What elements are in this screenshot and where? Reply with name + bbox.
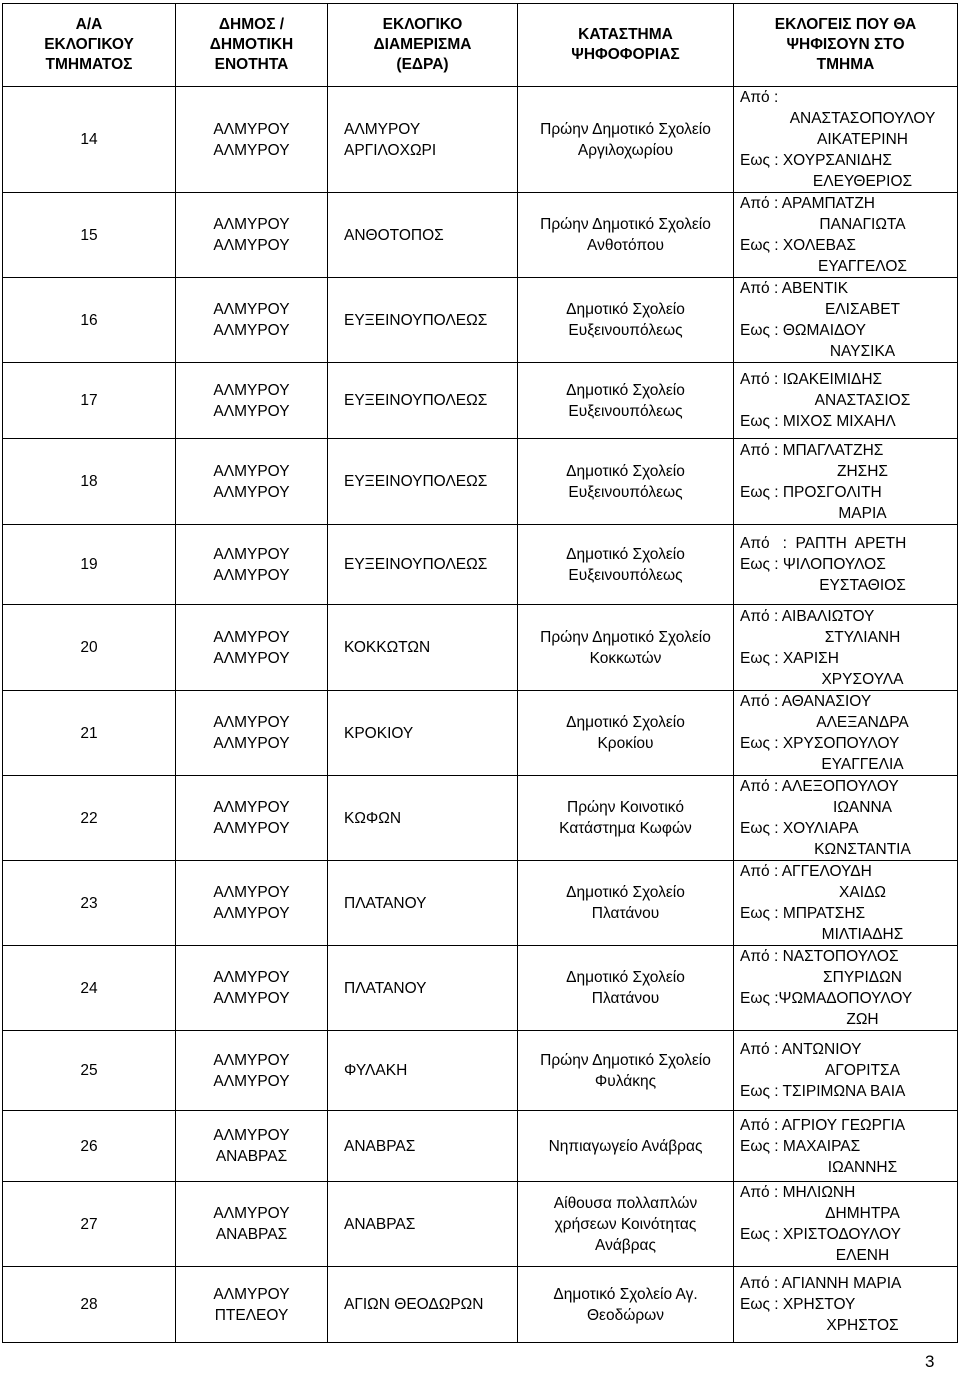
municipality [176,525,328,605]
table-header-row [3,4,958,87]
voter-range-line: Εως : ΤΣΙΡΙΜΩΝΑ ΒΑΙΑ [740,1083,906,1100]
polling-station [518,525,734,605]
municipality [176,193,328,278]
electoral-district [328,1031,518,1111]
municipality [176,1111,328,1182]
electoral-district [328,525,518,605]
section-number: 23 [3,861,176,946]
electoral-district [328,363,518,439]
voter-range [734,439,958,525]
municipality-line: ΑΛΜΥΡΟΥ [213,141,290,159]
voter-range-line: ΧΑΙΔΩ [839,884,886,901]
polling-station-line: Ευξεινουπόλεως [568,402,683,420]
electoral-district-line: ΕΥΞΕΙΝΟΥΠΟΛΕΩΣ [344,311,488,329]
voter-range-line: ΚΩΝΣΤΑΝΤΙΑ [814,841,911,858]
voter-range-line: ΕΛΕΝΗ [835,1247,890,1264]
table-row [3,278,958,363]
voter-range-line: ΣΤΥΛΙΑΝΗ [824,628,901,646]
voter-range-line: ΜΙΛΤΙΑΔΗΣ [821,926,904,943]
polling-station [518,776,734,861]
voter-range-line: ΖΩΗ [846,1011,879,1028]
header-voter-range-line: ΕΚΛΟΓΕΙΣ ΠΟΥ ΘΑ [774,16,917,33]
section-number: 24 [3,946,176,1031]
municipality [176,861,328,946]
municipality [176,278,328,363]
polling-station-line: Κροκίου [597,735,654,752]
table-row [3,691,958,776]
municipality-line: ΑΛΜΥΡΟΥ [213,1127,290,1144]
municipality [176,605,328,691]
polling-station-line: Ευξεινουπόλεως [568,483,683,501]
voter-range [734,1111,958,1182]
section-number: 28 [3,1267,176,1343]
municipality-line: ΑΛΜΥΡΟΥ [213,1285,290,1303]
voter-range-line: Εως : ΧΡΙΣΤΟΔΟΥΛΟΥ [740,1226,902,1243]
header-voter-range [734,4,958,87]
table-row [3,363,958,439]
polling-station [518,278,734,363]
polling-station-line: Ευξεινουπόλεως [568,322,683,339]
polling-station-line: Ανάβρας [595,1236,656,1254]
table-row [3,1031,958,1111]
polling-station [518,1267,734,1343]
polling-station-line: Δημοτικό Σχολείο Αγ. [553,1285,698,1303]
header-municipality-line: ΕΝΟΤΗΤΑ [214,56,289,73]
voter-range [734,87,958,193]
polling-station [518,87,734,193]
voter-range [734,1182,958,1267]
polling-station [518,1111,734,1182]
voter-range [734,278,958,363]
polling-station [518,1031,734,1111]
polling-station-line: Αργιλοχωρίου [577,141,674,159]
municipality-line: ΑΛΜΥΡΟΥ [213,301,290,318]
municipality-line: ΑΛΜΥΡΟΥ [213,462,290,480]
table-row [3,1267,958,1343]
voter-range-line: ΕΥΑΓΓΕΛΙΑ [821,756,904,773]
table-row [3,439,958,525]
section-number: 15 [3,193,176,278]
voter-range-line: Από : ΑΓΓΕΛΟΥΔΗ [740,863,872,880]
voter-range-line: ΕΥΣΤΑΘΙΟΣ [819,577,906,594]
municipality [176,946,328,1031]
electoral-district [328,946,518,1031]
voter-range-line: ΧΡΗΣΤΟΣ [826,1317,899,1334]
voter-range-line: ΖΗΣΗΣ [836,462,889,480]
polling-station-line: Ανθοτόπου [587,237,664,254]
municipality-line: ΑΛΜΥΡΟΥ [213,566,290,584]
electoral-district [328,439,518,525]
municipality-line: ΑΛΜΥΡΟΥ [213,237,290,254]
electoral-district-line: ΚΟΚΚΩΤΩΝ [344,639,431,656]
municipality-line: ΑΛΜΥΡΟΥ [213,649,290,667]
municipality [176,363,328,439]
polling-station-line: Δημοτικό Σχολείο [566,381,685,399]
electoral-district-line: ΑΝΑΒΡΑΣ [344,1137,416,1155]
voter-range-line: Από : ΑΓΙΑΝΝΗ ΜΑΡΙΑ [740,1275,902,1292]
polling-stations-table [2,3,958,1343]
table-row [3,1182,958,1267]
voter-range-line: ΑΛΕΞΑΝΔΡΑ [816,714,909,731]
header-electoral-district-line: (ΕΔΡΑ) [396,56,449,73]
municipality-line: ΑΛΜΥΡΟΥ [213,216,290,233]
municipality-line: ΑΛΜΥΡΟΥ [213,735,290,752]
voter-range-line: Εως : ΧΡΥΣΟΠΟΥΛΟΥ [740,735,900,752]
electoral-district [328,278,518,363]
voter-range-line: ΝΑΥΣΙΚΑ [829,343,896,360]
voter-range [734,776,958,861]
header-section-number-line: ΤΜΗΜΑΤΟΣ [45,56,133,73]
electoral-district [328,691,518,776]
polling-station-line: Πρώην Δημοτικό Σχολείο [540,216,711,233]
electoral-district [328,776,518,861]
header-electoral-district [328,4,518,87]
header-municipality-line: ΔΗΜΟΤΙΚΗ [209,36,294,53]
voter-range-line: Εως : ΧΟΥΡΣΑΝΙΔΗΣ [740,152,892,169]
electoral-district [328,1182,518,1267]
table-row [3,605,958,691]
polling-station [518,363,734,439]
voter-range-line: ΔΗΜΗΤΡΑ [825,1205,900,1222]
polling-station [518,193,734,278]
electoral-district [328,1111,518,1182]
electoral-district-line: ΕΥΞΕΙΝΟΥΠΟΛΕΩΣ [344,392,488,409]
voter-range-line: ΑΝΑΣΤΑΣΙΟΣ [814,392,911,409]
section-number: 22 [3,776,176,861]
header-electoral-district-line: ΔΙΑΜΕΡΙΣΜΑ [373,36,472,53]
voter-range-line: Εως : ΧΑΡΙΣΗ [740,649,839,667]
municipality-line: ΑΛΜΥΡΟΥ [213,381,290,399]
table-body [3,87,958,1343]
section-number: 25 [3,1031,176,1111]
header-polling-station [518,4,734,87]
voter-range [734,691,958,776]
voter-range-line: Εως : ΧΟΛΕΒΑΣ [740,237,856,254]
municipality [176,1267,328,1343]
voter-range-line: Εως : ΨΙΛΟΠΟΥΛΟΣ [740,556,886,573]
municipality-line: ΑΛΜΥΡΟΥ [213,884,290,901]
voter-range-line: ΑΝΑΣΤΑΣΟΠΟΥΛΟΥ [789,110,936,127]
electoral-district [328,1267,518,1343]
section-number: 18 [3,439,176,525]
polling-station-line: Δημοτικό Σχολείο [566,884,685,901]
voter-range-line: Από : ΑΓΡΙΟΥ ΓΕΩΡΓΙΑ [740,1116,906,1134]
polling-station [518,605,734,691]
voter-range [734,946,958,1031]
electoral-district-line: ΑΓΙΩΝ ΘΕΟΔΩΡΩΝ [344,1296,484,1313]
electoral-district-line: ΑΛΜΥΡΟΥ [344,120,421,138]
table-row [3,193,958,278]
voter-range-line: Εως : ΧΡΗΣΤΟΥ [740,1296,856,1313]
municipality-line: ΑΛΜΥΡΟΥ [213,628,290,646]
section-number: 27 [3,1182,176,1267]
polling-station [518,691,734,776]
electoral-district-line: ΕΥΞΕΙΝΟΥΠΟΛΕΩΣ [344,473,488,490]
voter-range-line: Από : ΑΛΕΞΟΠΟΥΛΟΥ [740,778,899,795]
municipality [176,776,328,861]
section-number: 17 [3,363,176,439]
voter-range-line: ΑΓΟΡΙΤΣΑ [825,1062,900,1079]
header-section-number [3,4,176,87]
voter-range-line: Εως : ΜΑΧΑΙΡΑΣ [740,1137,861,1155]
header-section-number-line: ΕΚΛΟΓΙΚΟΥ [44,36,134,53]
header-voter-range-line: ΨΗΦΙΣΟΥΝ ΣΤΟ [786,36,905,53]
voter-range-line: Από : [740,89,779,106]
table-row [3,776,958,861]
electoral-district-line: ΑΡΓΙΛΟΧΩΡΙ [344,141,437,159]
voter-range [734,1267,958,1343]
section-number: 26 [3,1111,176,1182]
voter-range-line: ΕΛΙΣΑΒΕΤ [824,301,901,318]
page-number: 3 [925,1352,935,1371]
table-row [3,1111,958,1182]
polling-station [518,439,734,525]
electoral-district [328,87,518,193]
polling-station-line: Πρώην Κοινοτικό [567,799,684,816]
municipality-line: ΑΛΜΥΡΟΥ [213,483,290,501]
electoral-district [328,861,518,946]
polling-station-line: Ευξεινουπόλεως [568,566,683,584]
polling-station-line: Πλατάνου [591,905,660,922]
table-row [3,861,958,946]
electoral-district-line: ΦΥΛΑΚΗ [344,1062,408,1079]
municipality-line: ΑΛΜΥΡΟΥ [213,402,290,420]
municipality-line: ΑΛΜΥΡΟΥ [213,714,290,731]
voter-range-line: ΣΠΥΡΙΔΩΝ [823,969,902,986]
polling-station-line: Δημοτικό Σχολείο [566,545,685,563]
voter-range-line: Από : ΝΑΣΤΟΠΟΥΛΟΣ [740,948,899,965]
municipality-line: ΑΛΜΥΡΟΥ [213,1072,290,1090]
municipality-line: ΑΛΜΥΡΟΥ [213,1205,290,1222]
polling-station-line: Φυλάκης [594,1072,657,1090]
section-number: 16 [3,278,176,363]
section-number: 21 [3,691,176,776]
polling-station-line: Πλατάνου [591,990,660,1007]
municipality-line: ΑΛΜΥΡΟΥ [213,969,290,986]
polling-station-line: Πρώην Δημοτικό Σχολείο [540,120,711,138]
voter-range-line: Από : ΡΑΠΤΗ ΑΡΕΤΗ [740,535,907,552]
voter-range-line: Από : ΜΗΛΙΩΝΗ [740,1184,856,1201]
polling-station [518,861,734,946]
voter-range-line: ΙΩΑΝΝΗΣ [827,1158,898,1176]
voter-range-line: Εως : ΠΡΟΣΓΟΛΙΤΗ [740,483,882,501]
section-number: 19 [3,525,176,605]
voter-range-line: ΑΙΚΑΤΕΡΙΝΗ [816,131,908,148]
voter-range-line: Εως : ΧΟΥΛΙΑΡΑ [740,820,859,837]
municipality-line: ΑΛΜΥΡΟΥ [213,1051,290,1069]
voter-range-line: ΕΛΕΥΘΕΡΙΟΣ [812,173,913,190]
section-number: 14 [3,87,176,193]
voter-range [734,193,958,278]
voter-range [734,525,958,605]
voter-range-line: Εως : ΜΙΧΟΣ ΜΙΧΑΗΛ [740,413,896,430]
municipality-line: ΑΛΜΥΡΟΥ [213,120,290,138]
table-row [3,525,958,605]
voter-range-line: ΙΩΑΝΝΑ [833,799,892,816]
municipality [176,691,328,776]
voter-range-line: ΜΑΡΙΑ [838,504,887,522]
header-voter-range-line: ΤΜΗΜΑ [816,56,875,73]
municipality-line: ΑΛΜΥΡΟΥ [213,820,290,837]
voter-range-line: Από : ΑΒΕΝΤΙΚ [740,280,849,297]
header-polling-station-line: ΨΗΦΟΦΟΡΙΑΣ [571,46,680,63]
table-row [3,946,958,1031]
voter-range-line: ΕΥΑΓΓΕΛΟΣ [818,258,907,275]
electoral-district-line: ΑΝΘΟΤΟΠΟΣ [344,226,444,244]
voter-range [734,861,958,946]
header-municipality [176,4,328,87]
polling-station-line: Θεοδώρων [587,1306,664,1324]
polling-station-line: Πρώην Δημοτικό Σχολείο [540,628,711,646]
header-polling-station-line: ΚΑΤΑΣΤΗΜΑ [578,26,673,43]
voter-range-line: Από : ΑΙΒΑΛΙΩΤΟΥ [740,607,875,625]
voter-range-line: Από : ΑΝΤΩΝΙΟΥ [740,1041,862,1058]
voter-range-line: Από : ΜΠΑΓΛΑΤΖΗΣ [740,441,884,459]
municipality-line: ΑΛΜΥΡΟΥ [213,322,290,339]
electoral-district-line: ΑΝΑΒΡΑΣ [344,1215,416,1233]
municipality-line: ΑΛΜΥΡΟΥ [213,990,290,1007]
polling-station-line: χρήσεων Κοινότητας [554,1215,697,1233]
voter-range-line: Εως : ΘΩΜΑΙΔΟΥ [740,322,866,339]
municipality [176,1182,328,1267]
polling-station-line: Δημοτικό Σχολείο [566,462,685,480]
polling-station-line: Δημοτικό Σχολείο [566,301,685,318]
electoral-district-line: ΠΛΑΤΑΝΟΥ [344,979,427,997]
municipality-line: ΠΤΕΛΕΟΥ [214,1306,289,1324]
electoral-district [328,605,518,691]
electoral-district-line: ΕΥΞΕΙΝΟΥΠΟΛΕΩΣ [344,556,488,573]
section-number: 20 [3,605,176,691]
voter-range [734,1031,958,1111]
voter-range-line: Από : ΑΘΑΝΑΣΙΟΥ [740,693,872,710]
municipality-line: ΑΛΜΥΡΟΥ [213,905,290,922]
polling-station [518,946,734,1031]
municipality [176,87,328,193]
polling-station-line: Δημοτικό Σχολείο [566,969,685,986]
municipality-line: ΑΝΑΒΡΑΣ [215,1148,288,1165]
voter-range-line: Από : ΙΩΑΚΕΙΜΙΔΗΣ [740,371,883,388]
voter-range-line: Εως :ΨΩΜΑΔΟΠΟΥΛΟΥ [740,990,913,1007]
polling-station-line: Κατάστημα Κωφών [559,820,692,837]
municipality [176,439,328,525]
table-row [3,87,958,193]
polling-station [518,1182,734,1267]
polling-station-line: Νηπιαγωγείο Ανάβρας [548,1137,703,1155]
municipality-line: ΑΛΜΥΡΟΥ [213,545,290,563]
header-electoral-district-line: ΕΚΛΟΓΙΚΟ [382,16,463,33]
polling-station-line: Δημοτικό Σχολείο [566,714,685,731]
municipality-line: ΑΛΜΥΡΟΥ [213,799,290,816]
electoral-district-line: ΠΛΑΤΑΝΟΥ [344,894,427,912]
municipality [176,1031,328,1111]
voter-range [734,605,958,691]
voter-range-line: Από : ΑΡΑΜΠΑΤΖΗ [740,195,876,212]
electoral-district [328,193,518,278]
electoral-district-line: ΚΡΟΚΙΟΥ [344,724,414,742]
municipality-line: ΑΝΑΒΡΑΣ [215,1226,288,1243]
voter-range-line: ΧΡΥΣΟΥΛΑ [821,670,904,688]
polling-station-line: Κοκκωτών [589,649,662,667]
voter-range [734,363,958,439]
header-section-number-line: Α/Α [75,16,103,33]
header-municipality-line: ΔΗΜΟΣ / [218,16,285,33]
voter-range-line: Εως : ΜΠΡΑΤΣΗΣ [740,905,866,922]
polling-station-line: Αίθουσα πολλαπλών [553,1194,698,1212]
polling-station-line: Πρώην Δημοτικό Σχολείο [540,1051,711,1069]
electoral-district-line: ΚΩΦΩΝ [344,809,402,827]
voter-range-line: ΠΑΝΑΓΙΩΤΑ [819,216,906,233]
